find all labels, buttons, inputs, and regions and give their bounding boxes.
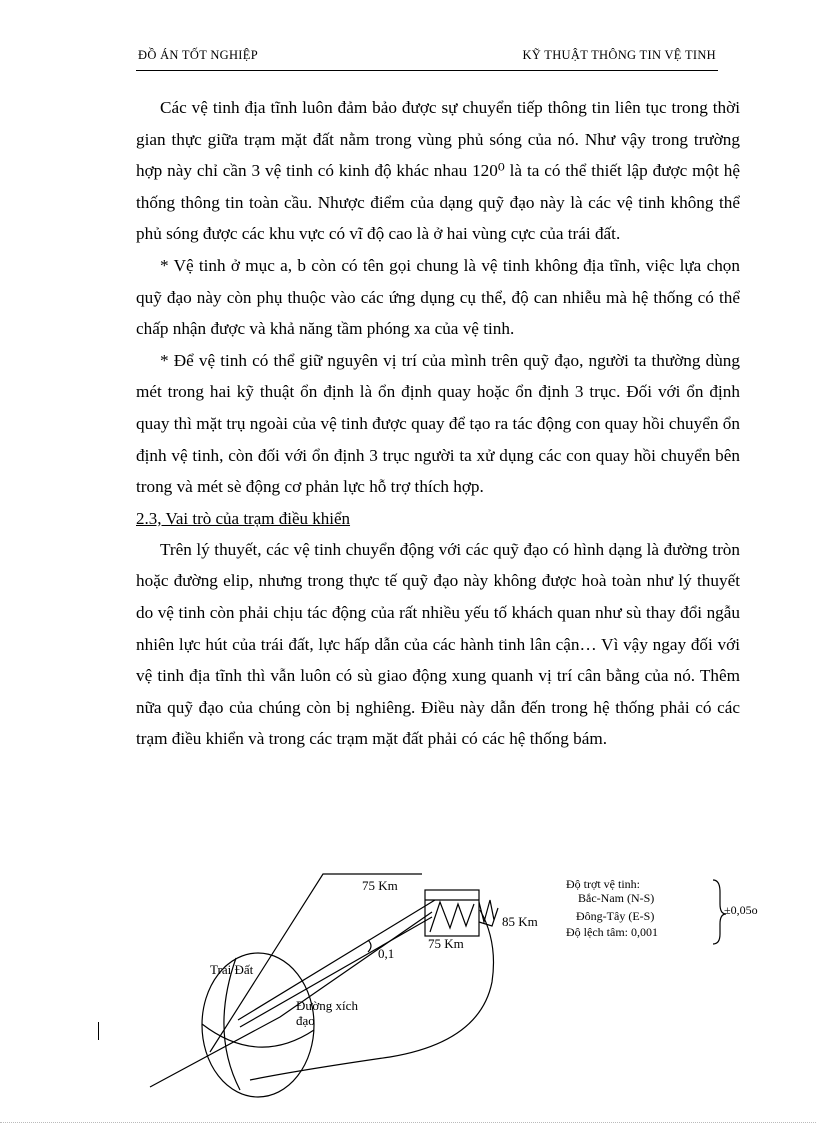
equator-label-line2: đạo [296,1013,315,1028]
angle-label: 0,1 [378,946,395,961]
orbit-ellipse [210,874,494,1080]
drift-north-south: Bắc-Nam (N-S) [578,891,655,905]
equator-label-line1: Đường xích [296,998,358,1013]
paragraph-4: Trên lý thuyết, các vệ tinh chuyển động với các quỹ đạo có hình dạng là đường tròn hoặc đường elip, nhưng trong thực tế quỹ đạo này không được hoà toàn như lý thuyết do vệ tinh còn phải chịu tác động của rất nhiều yếu tố khách quan như sù thay đổi ngẫu nhiên lực hút của trái đất, lực hấp dẫn của các hành tinh lân cận… Vì vậy ngay đối với vệ tinh địa tĩnh thì vẫn luôn có sù giao động xung quanh vị trí cân bằng của nó. Thêm nữa quỹ đạo của chúng còn bị nghiêng. Điều này dẫn đến trong hệ thống phải có các trạm điều khiển và trong các trạm mặt đất phải có các hệ thống bám. [136,539,740,749]
header-left: ĐỒ ÁN TỐT NGHIỆP [138,48,258,62]
eccentricity-label: Độ lệch tâm: 0,001 [566,925,658,939]
angle-mark [368,940,371,952]
section-heading: 2.3, Vai trò của trạm điều khiển [136,508,351,528]
margin-mark [98,1022,99,1040]
paragraph-3: * Để vệ tinh có thể giữ nguyên vị trí của mình trên quỹ đạo, người ta thường dùng mét trong hai kỹ thuật ổn định là ổn định quay hoặc ổn định 3 trục. Đối với ổn định quay thì mặt trụ ngoài của vệ tinh được quay để tạo ra tác động con quay hồi chuyển ổn định vệ tinh, còn đối với ổn định 3 trục người ta xử dụng các con quay hồi chuyển bên trong và mét sè động cơ phản lực hỗ trợ thích hợp. [136,350,740,497]
ground-line [150,912,432,1087]
drift-zigzag [479,900,498,926]
top-distance-label: 75 Km [362,878,398,893]
earth-label: Trái Đất [210,962,254,977]
drift-title: Độ trợt vệ tinh: [566,877,641,891]
satellite-inner [425,900,479,932]
bottom-distance-label: 75 Km [428,936,464,951]
paragraph-1: Các vệ tinh địa tĩnh luôn đảm bảo được sự chuyển tiếp thông tin liên tục trong thời gian thực giữa trạm mặt đất nằm trong vùng phủ sóng của nó. Như vậy trong trường hợp này chỉ cần 3 vệ tinh có kinh độ khác nhau 120⁰ là ta có thể thiết lập được một hệ thống thông tin toàn cầu. Nhược điểm của dạng quỹ đạo này là các vệ tinh không thể phủ sóng được các khu vực có vĩ độ cao là ở hai vùng cực của trái đất. [136,98,740,244]
header-rule [136,70,718,71]
earth-inner-curve [224,958,240,1090]
paragraph-2: * Vệ tinh ở mục a, b còn có tên gọi chung là vệ tinh không địa tĩnh, việc lựa chọn quỹ đạo này còn phụ thuộc vào các ứng dụng cụ thể, độ can nhiễu mà hệ thống có thể chấp nhận được và khả năng tầm phóng xa của vệ tinh. [136,255,740,339]
orbit-diagram [140,862,780,1122]
header-right: KỸ THUẬT THÔNG TIN VỆ TINH [522,48,716,62]
right-distance-label: 85 Km [502,914,538,929]
drift-east-west: Đông-Tây (E-S) [576,909,655,923]
drift-value: ±0,05o [724,903,758,917]
body-text [136,92,740,755]
